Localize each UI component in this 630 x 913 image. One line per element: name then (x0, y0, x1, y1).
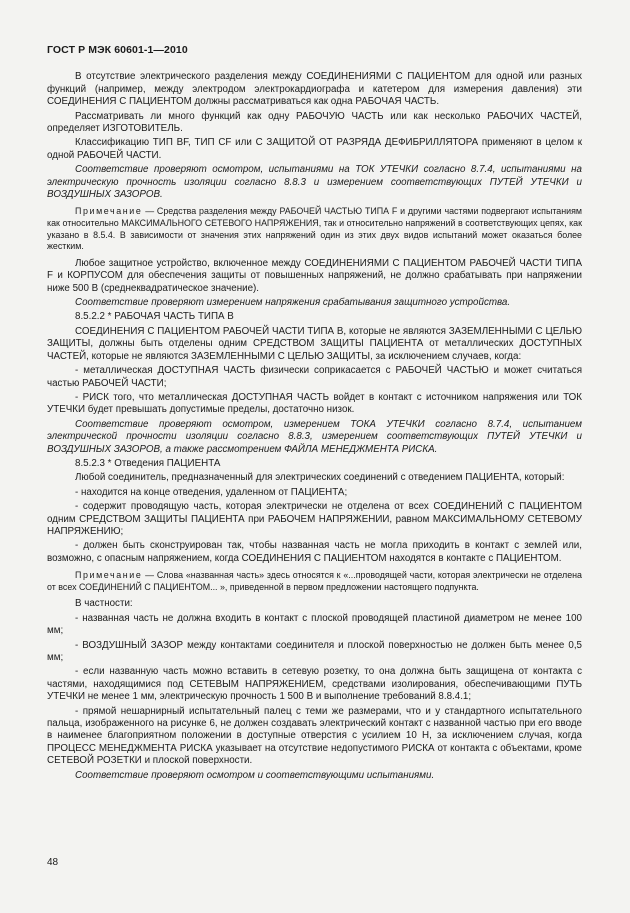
note-label: Примечание (75, 206, 143, 217)
compliance-paragraph: Соответствие проверяют осмотром, испытаниями на ТОК УТЕЧКИ согласно 8.7.4, испытаниями на электрическую прочность изоляции согласно 8.8.3 и измерением соответствующих ПУТЕЙ УТЕЧКИ и ВОЗДУШНЫХ ЗАЗОРОВ. (47, 164, 582, 201)
paragraph: СОЕДИНЕНИЯ С ПАЦИЕНТОМ РАБОЧЕЙ ЧАСТИ ТИПА В, которые не являются ЗАЗЕМЛЕННЫМИ С ЦЕЛЬЮ ЗАЩИТЫ, должны быть отделены одним СРЕДСТВОМ ЗАЩИТЫ ПАЦИЕНТА от металлических ДОСТУПНЫХ ЧАСТЕЙ, которые не являются ЗАЗЕМЛЕННЫМИ С ЦЕЛЬЮ ЗАЩИТЫ, за исключением случаев, когда: (47, 325, 582, 362)
paragraph: Рассматривать ли много функций как одну РАБОЧУЮ ЧАСТЬ или как несколько РАБОЧИХ ЧАСТЕЙ, определяет ИЗГОТОВИТЕЛЬ. (47, 110, 582, 135)
list-item: - РИСК того, что металлическая ДОСТУПНАЯ ЧАСТЬ войдет в контакт с источником напряжения или ТОК УТЕЧКИ будет превышать допустимые пределы, достаточно низок. (47, 391, 582, 416)
paragraph: Любой соединитель, предназначенный для электрических соединений с отведением ПАЦИЕНТА, который: (75, 472, 565, 484)
page-number: 48 (47, 857, 59, 868)
paragraph: В частности: (75, 598, 133, 610)
document-header: ГОСТ Р МЭК 60601-1—2010 (47, 44, 188, 56)
list-item: - если названную часть можно вставить в сетевую розетку, то она должна быть защищена от контакта с частями, находящимися под СЕТЕВЫМ НАПРЯЖЕНИЕМ, средствами изолирования, обеспечивающими ПУТЬ УТЕЧКИ не менее 1 мм, электрическую прочность 1 500 В и выполнение требований 8.8.4.1; (47, 666, 582, 703)
list-item: - ВОЗДУШНЫЙ ЗАЗОР между контактами соединителя и плоской поверхностью не должен быть менее 0,5 мм; (47, 639, 582, 663)
compliance-paragraph: Соответствие проверяют измерением напряжения срабатывания защитного устройства. (75, 297, 511, 309)
paragraph: В отсутствие электрического разделения между СОЕДИНЕНИЯМИ С ПАЦИЕНТОМ для одной или разных функций (например, между электродом электрокардиографа и катетером для измерения давления) эти СОЕДИНЕНИЯ С ПАЦИЕНТОМ должны рассматриваться как одна РАБОЧАЯ ЧАСТЬ. (47, 71, 582, 108)
note-text: — Средства разделения между РАБОЧЕЙ ЧАСТЬЮ ТИПА F и другими частями подвергают испытаниям как относительно МАКСИМАЛЬНОГО СЕТЕВОГО НАПРЯЖЕНИЯ, так и относительно напряжений в соответствующих цепях, как указано в 8.5.4. В зависимости от значения этих напряжений один из этих двух видов испытаний может оказаться более жестким. (47, 206, 582, 252)
list-item: - должен быть сконструирован так, чтобы названная часть не могла приходить в контакт с землей или, возможно, с опасным напряжением, когда СОЕДИНЕНИЯ С ПАЦИЕНТОМ находятся в контакте с ПАЦИЕНТОМ. (47, 540, 582, 564)
list-item: - находится на конце отведения, удаленном от ПАЦИЕНТА; (75, 486, 348, 498)
note-label: Примечание (75, 570, 143, 581)
note (47, 206, 582, 252)
list-item: - прямой нешарнирный испытательный палец с теми же размерами, что и у стандартного испытательного пальца, изображенного на рисунке 6, не должен создавать электрический контакт с названной частью при его вводе в наименее благоприятном положении в доступные отверстия с усилием 10 Н, за исключением случая, когда ПРОЦЕСС МЕНЕДЖМЕНТА РИСКА указывает на отсутствие недопустимого РИСКА от контакта с объектами, кроме СЕТЕВОЙ РОЗЕТКИ и плоской поверхности. (47, 705, 582, 767)
note-text: — Слова «названная часть» здесь относятся к «...проводящей части, которая электрически не отделена от всех СОЕДИНЕНИЙ С ПАЦИЕНТОМ... », приведенной в первом предложении настоящего подпункта. (47, 570, 582, 592)
compliance-paragraph: Соответствие проверяют осмотром, измерением ТОКА УТЕЧКИ согласно 8.7.4, испытанием электрической прочности изоляции согласно 8.8.3, измерением соответствующих ПУТЕЙ УТЕЧКИ и ВОЗДУШНЫХ ЗАЗОРОВ, а также рассмотрением ФАЙЛА МЕНЕДЖМЕНТА РИСКА. (47, 418, 582, 455)
paragraph: Любое защитное устройство, включенное между СОЕДИНЕНИЯМИ С ПАЦИЕНТОМ РАБОЧЕЙ ЧАСТИ ТИПА F и КОРПУСОМ для обеспечения защиты от повышенных напряжений, не должно срабатывать при напряжении ниже 500 В (среднеквадратическое значение). (47, 257, 582, 294)
section-heading: 8.5.2.3 * Отведения ПАЦИЕНТА (75, 457, 221, 469)
compliance-paragraph: Соответствие проверяют осмотром и соответствующими испытаниями. (75, 769, 435, 781)
list-item: - содержит проводящую часть, которая электрически не отделена от всех СОЕДИНЕНИЙ С ПАЦИЕНТОМ одним СРЕДСТВОМ ЗАЩИТЫ ПАЦИЕНТА при РАБОЧЕМ НАПРЯЖЕНИИ, равном МАКСИМАЛЬНОМУ СЕТЕВОМУ НАПРЯЖЕНИЮ; (47, 501, 582, 537)
note (47, 570, 582, 593)
section-heading: 8.5.2.2 * РАБОЧАЯ ЧАСТЬ ТИПА В (75, 311, 234, 323)
paragraph: Классификацию ТИП BF, ТИП CF или С ЗАЩИТОЙ ОТ РАЗРЯДА ДЕФИБРИЛЛЯТОРА применяют в целом к одной РАБОЧЕЙ ЧАСТИ. (47, 137, 582, 161)
list-item: - металлическая ДОСТУПНАЯ ЧАСТЬ физически соприкасается с РАБОЧЕЙ ЧАСТЬЮ и может считаться частью РАБОЧЕЙ ЧАСТИ; (47, 365, 582, 389)
list-item: - названная часть не должна входить в контакт с плоской проводящей пластиной диаметром не менее 100 мм; (47, 612, 582, 637)
